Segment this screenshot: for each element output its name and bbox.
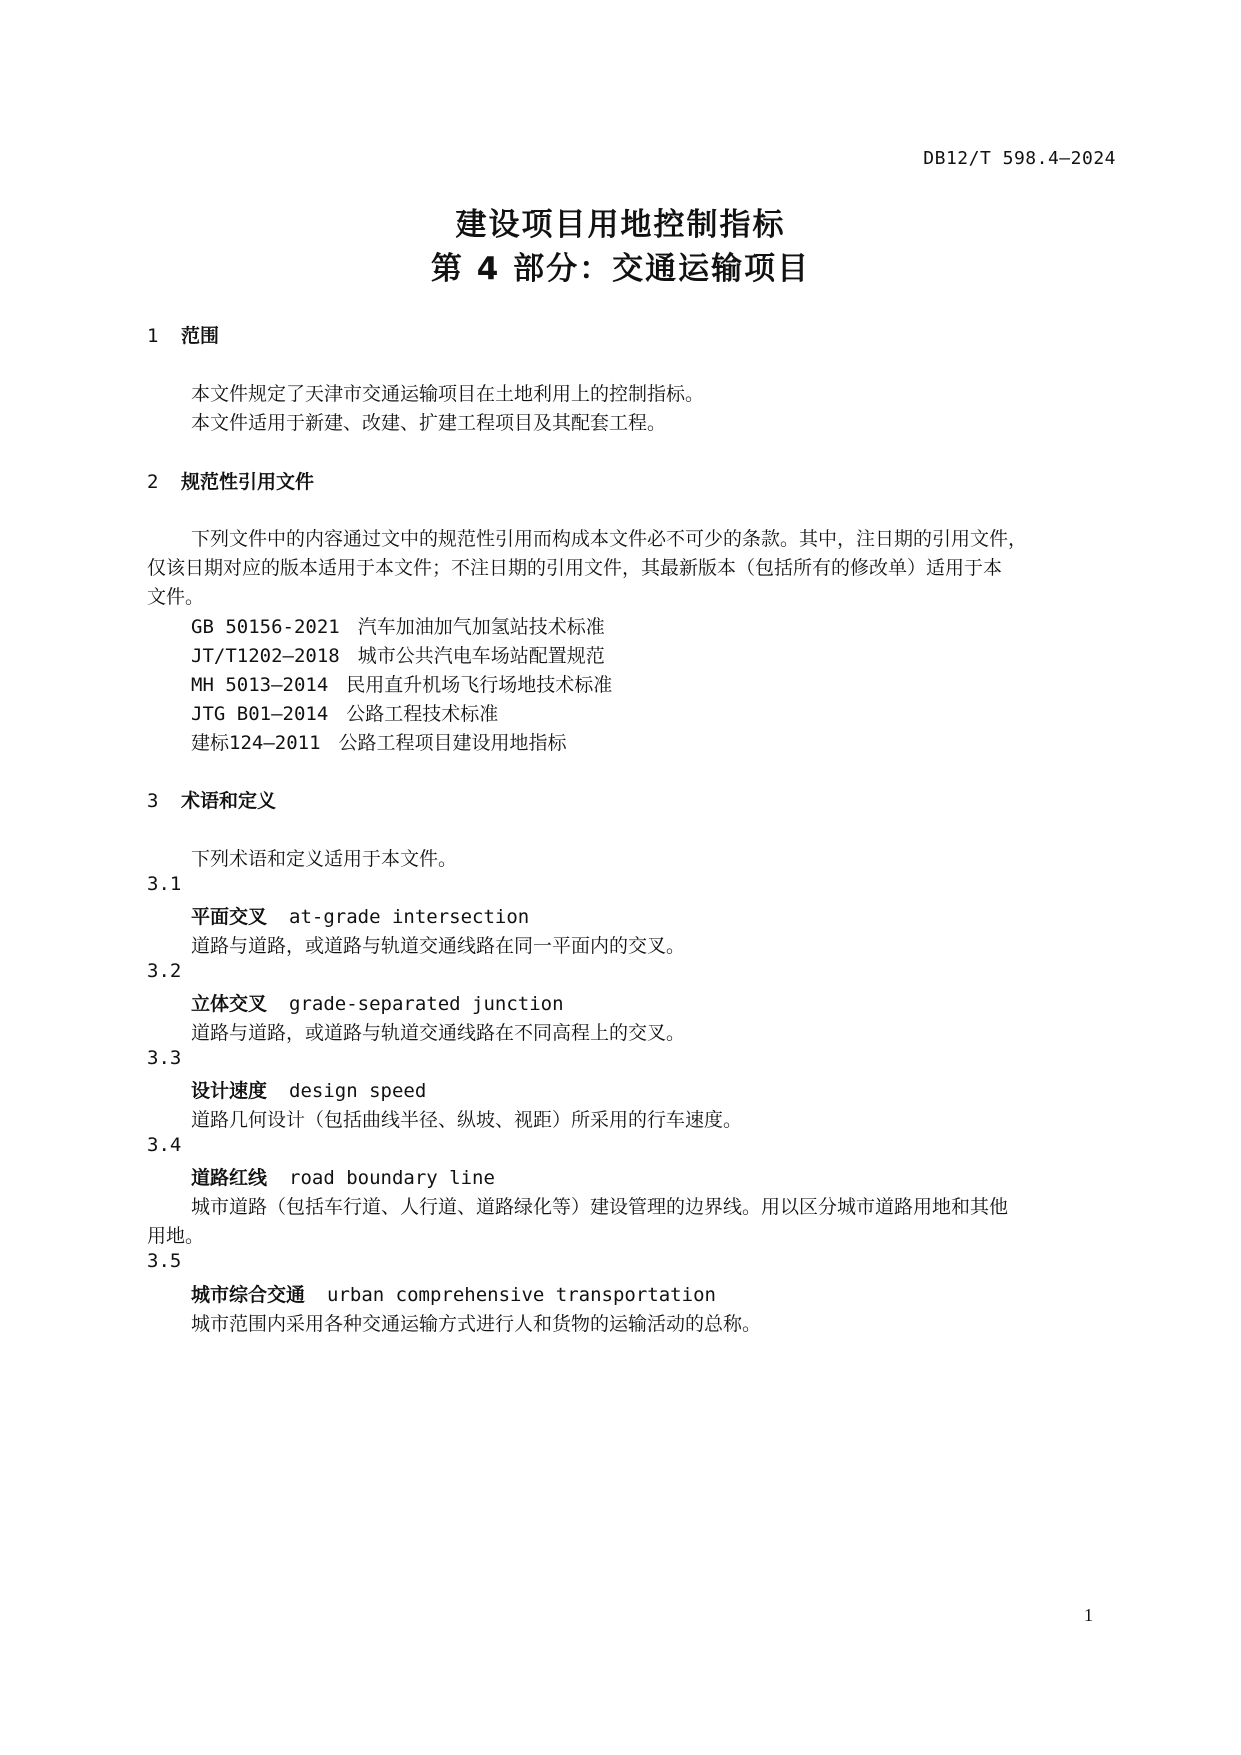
reference-code: GB 50156-2021 [191, 616, 340, 638]
term-zh: 立体交叉 [191, 993, 268, 1015]
section-2-heading [147, 467, 314, 494]
section-number: 2 [147, 471, 159, 493]
page-number: 1 [1084, 1605, 1093, 1625]
term-entry [191, 1280, 716, 1307]
section-title: 范围 [181, 325, 220, 347]
section-3-heading [147, 786, 276, 813]
section-title: 规范性引用文件 [181, 471, 315, 493]
section-number: 1 [147, 325, 159, 347]
reference-item [191, 699, 498, 726]
term-definition: 道路与道路，或道路与轨道交通线路在不同高程上的交叉。 [191, 1022, 686, 1044]
reference-title: 民用直升机场飞行场地技术标准 [346, 674, 613, 696]
term-zh: 道路红线 [191, 1167, 268, 1189]
term-zh: 城市综合交通 [191, 1284, 306, 1306]
reference-item [191, 728, 567, 755]
term-en: design speed [289, 1080, 427, 1102]
reference-code: 建标124—2011 [191, 732, 321, 754]
clause-number: 3.1 [147, 873, 182, 895]
reference-item [191, 612, 605, 639]
clause-number: 3.4 [147, 1134, 182, 1156]
section-title: 术语和定义 [181, 790, 277, 812]
section-number: 3 [147, 790, 159, 812]
term-entry [191, 1076, 426, 1103]
reference-item [191, 641, 605, 668]
reference-code: JTG B01—2014 [191, 703, 329, 725]
term-definition: 城市范围内采用各种交通运输方式进行人和货物的运输活动的总称。 [191, 1313, 762, 1335]
term-zh: 设计速度 [191, 1080, 268, 1102]
document-title: 建设项目用地控制指标 [455, 207, 786, 243]
reference-title: 城市公共汽电车场站配置规范 [357, 645, 605, 667]
term-en: grade-separated junction [289, 993, 564, 1015]
paragraph: 本文件规定了天津市交通运输项目在土地利用上的控制指标。 [191, 383, 705, 405]
term-definition-continued: 用地。 [147, 1225, 205, 1247]
term-en: at-grade intersection [289, 906, 530, 928]
term-en: road boundary line [289, 1167, 495, 1189]
clause-number: 3.5 [147, 1250, 182, 1272]
term-entry [191, 902, 529, 929]
reference-title: 公路工程项目建设用地指标 [338, 732, 567, 754]
reference-title: 公路工程技术标准 [346, 703, 499, 725]
term-en: urban comprehensive transportation [327, 1284, 716, 1306]
term-zh: 平面交叉 [191, 906, 268, 928]
section-1-heading [147, 321, 219, 348]
reference-code: MH 5013—2014 [191, 674, 329, 696]
paragraph: 下列文件中的内容通过文中的规范性引用而构成本文件必不可少的条款。其中，注日期的引用文件， [191, 528, 1028, 550]
term-entry [191, 989, 564, 1016]
clause-number: 3.3 [147, 1047, 182, 1069]
paragraph: 文件。 [147, 586, 205, 608]
paragraph: 本文件适用于新建、改建、扩建工程项目及其配套工程。 [191, 412, 667, 434]
paragraph: 仅该日期对应的版本适用于本文件；不注日期的引用文件，其最新版本（包括所有的修改单）适用于本 [147, 557, 1003, 579]
term-definition: 城市道路（包括车行道、人行道、道路绿化等）建设管理的边界线。用以区分城市道路用地和其他 [191, 1196, 1009, 1218]
term-definition: 道路几何设计（包括曲线半径、纵坡、视距）所采用的行车速度。 [191, 1109, 743, 1131]
document-subtitle: 第 4 部分：交通运输项目 [430, 251, 811, 287]
paragraph: 下列术语和定义适用于本文件。 [191, 848, 458, 870]
term-definition: 道路与道路，或道路与轨道交通线路在同一平面内的交叉。 [191, 935, 686, 957]
clause-number: 3.2 [147, 960, 182, 982]
reference-title: 汽车加油加气加氢站技术标准 [357, 616, 605, 638]
reference-code: JT/T1202—2018 [191, 645, 340, 667]
term-entry [191, 1163, 495, 1190]
standard-code: DB12/T 598.4—2024 [923, 148, 1116, 169]
reference-item [191, 670, 612, 697]
